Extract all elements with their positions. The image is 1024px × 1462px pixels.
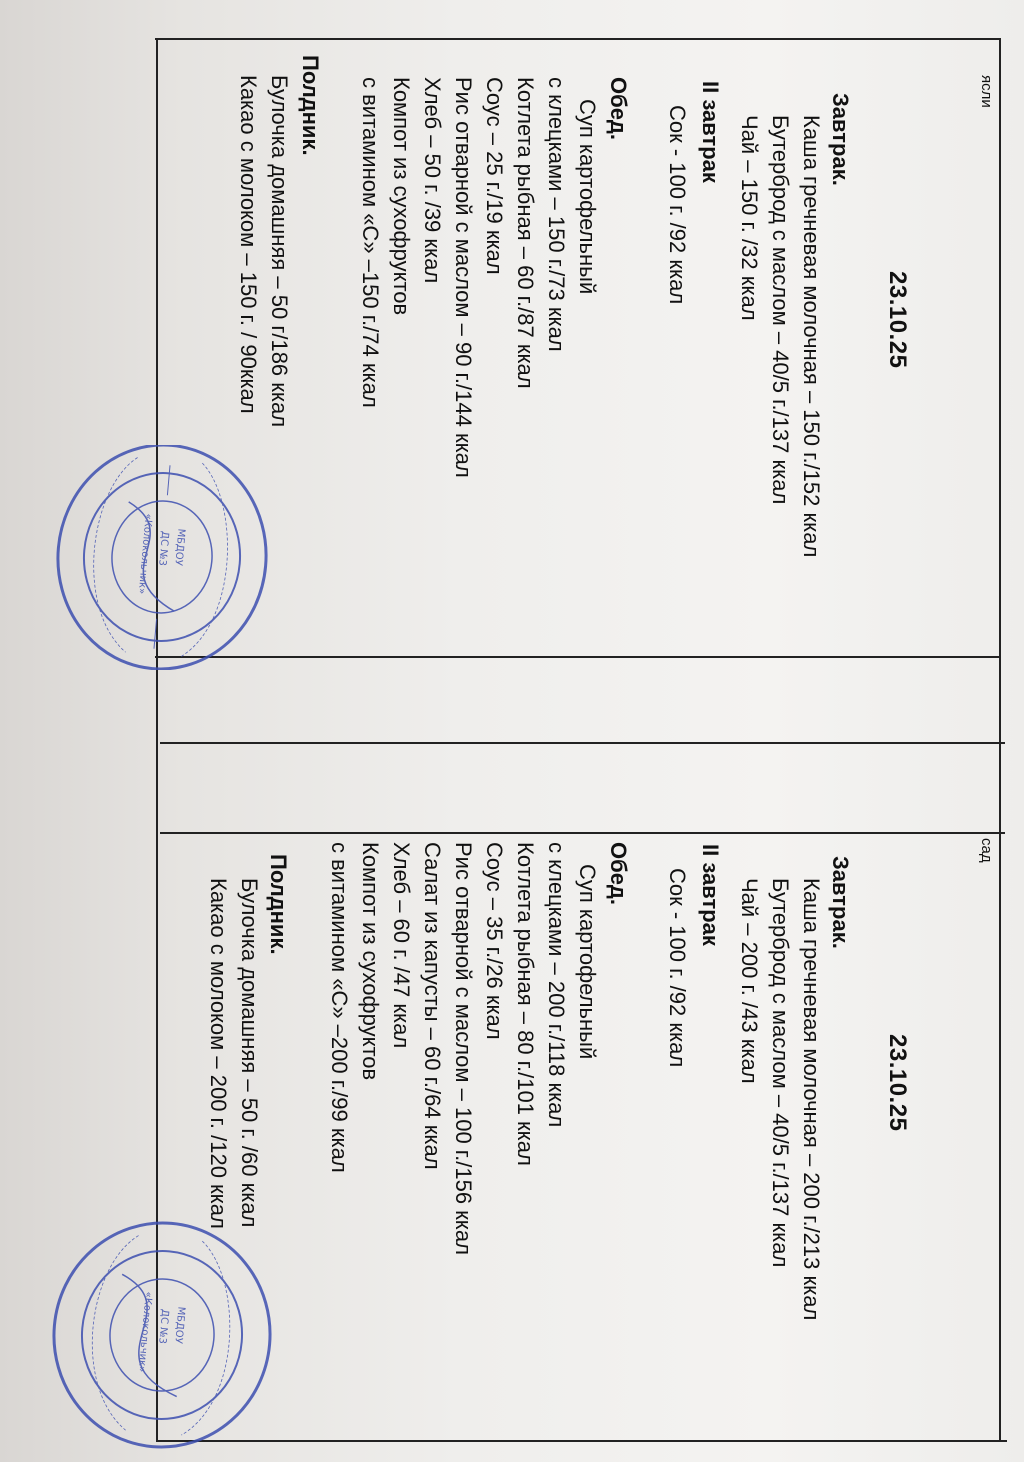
menu-item: с клецками – 150 г./73 ккал <box>544 77 569 352</box>
svg-text:ДС №3: ДС №3 <box>156 530 171 567</box>
menu-item: Компот из сухофруктов <box>358 842 383 1081</box>
meal-snack-items <box>233 75 295 427</box>
official-seal-top <box>40 445 285 670</box>
menu-item: Соус – 25 г./19 ккал <box>482 77 507 275</box>
menu-item: Каша гречневая молочная – 200 г./213 ккал <box>799 878 824 1321</box>
menu-item: Рис отварной с маслом – 100 г./156 ккал <box>451 842 476 1255</box>
meal-breakfast <box>827 93 853 186</box>
menu-item: Сок - 100 г. /92 ккал <box>665 868 690 1068</box>
official-seal-bottom <box>40 1215 285 1455</box>
table-top-border <box>155 38 1001 40</box>
menu-item: Бутерброд с маслом – 40/5 г./137 ккал <box>768 878 793 1268</box>
table-middle-border-3 <box>160 832 1005 834</box>
meal-lunch-items <box>355 77 603 478</box>
meal-breakfast-items <box>734 878 827 1320</box>
menu-item: Бутерброд с маслом – 40/5 г./137 ккал <box>768 115 793 505</box>
menu-date: 23.10.25 <box>884 271 911 369</box>
meal-title: II завтрак <box>698 844 723 946</box>
menu-item: с клецками – 200 г./118 ккал <box>544 842 569 1128</box>
menu-item: Сок - 100 г. /92 ккал <box>665 105 690 305</box>
menu-item: Чай – 200 г. /43 ккал <box>737 878 762 1084</box>
menu-item: Котлета рыбная – 80 г./101 ккал <box>513 842 538 1166</box>
meal-title: Полдник. <box>266 854 291 955</box>
meal-snack-items <box>203 878 265 1229</box>
svg-text:МБДОУ: МБДОУ <box>172 1306 187 1345</box>
meal-lunch-items <box>324 842 603 1255</box>
menu-item: Салат из капусты – 60 г./64 ккал <box>420 842 445 1170</box>
column-sad <box>206 838 995 1438</box>
column-label: ясли <box>978 75 995 108</box>
menu-item: Компот из сухофруктов <box>389 77 414 316</box>
menu-item: Каша гречневая молочная – 150 г./152 ккал <box>799 115 824 558</box>
menu-item: Котлета рыбная – 60 г./87 ккал <box>513 77 538 389</box>
svg-text:«Колокольчик»: «Колокольчик» <box>135 1291 154 1373</box>
column-label: сад <box>978 838 995 863</box>
meal-title: Завтрак. <box>828 93 853 186</box>
table-right-border <box>999 38 1001 1442</box>
menu-item: Рис отварной с маслом – 90 г./144 ккал <box>451 77 476 478</box>
menu-item: с витамином «С» –150 г./74 ккал <box>358 77 383 408</box>
meal-title: II завтрак <box>698 81 723 183</box>
meal-title: Полдник. <box>298 55 323 156</box>
meal-title: Завтрак. <box>828 856 853 949</box>
menu-item: Суп картофельный <box>575 99 600 295</box>
menu-item: Соус – 35 г./26 ккал <box>482 842 507 1040</box>
svg-text:ДС №3: ДС №3 <box>156 1308 171 1345</box>
menu-item: Какао с молоком – 150 г. / 90ккал <box>236 75 261 414</box>
menu-item: Чай – 150 г. /32 ккал <box>737 115 762 321</box>
menu-date: 23.10.25 <box>884 1034 911 1132</box>
menu-item: с витамином «С» –200 г./99 ккал <box>327 842 352 1173</box>
svg-text:«Колокольчик»: «Колокольчик» <box>135 513 154 595</box>
meal-title: Обед. <box>606 842 631 906</box>
svg-text:МБДОУ: МБДОУ <box>172 528 187 567</box>
menu-item: Суп картофельный <box>575 864 600 1060</box>
menu-item: Какао с молоком – 200 г. /120 ккал <box>206 878 231 1229</box>
menu-item: Хлеб – 60 г. /47 ккал <box>389 842 414 1049</box>
menu-item: Хлеб – 50 г. /39 ккал <box>420 77 445 284</box>
table-middle-border-2 <box>160 742 1005 744</box>
menu-item: Булочка домашняя – 50 г/186 ккал <box>267 75 292 428</box>
meal-title: Обед. <box>606 77 631 141</box>
meal-breakfast-items <box>734 115 827 557</box>
column-yasli <box>236 55 995 635</box>
menu-item: Булочка домашняя – 50 г. /60 ккал <box>237 878 262 1228</box>
